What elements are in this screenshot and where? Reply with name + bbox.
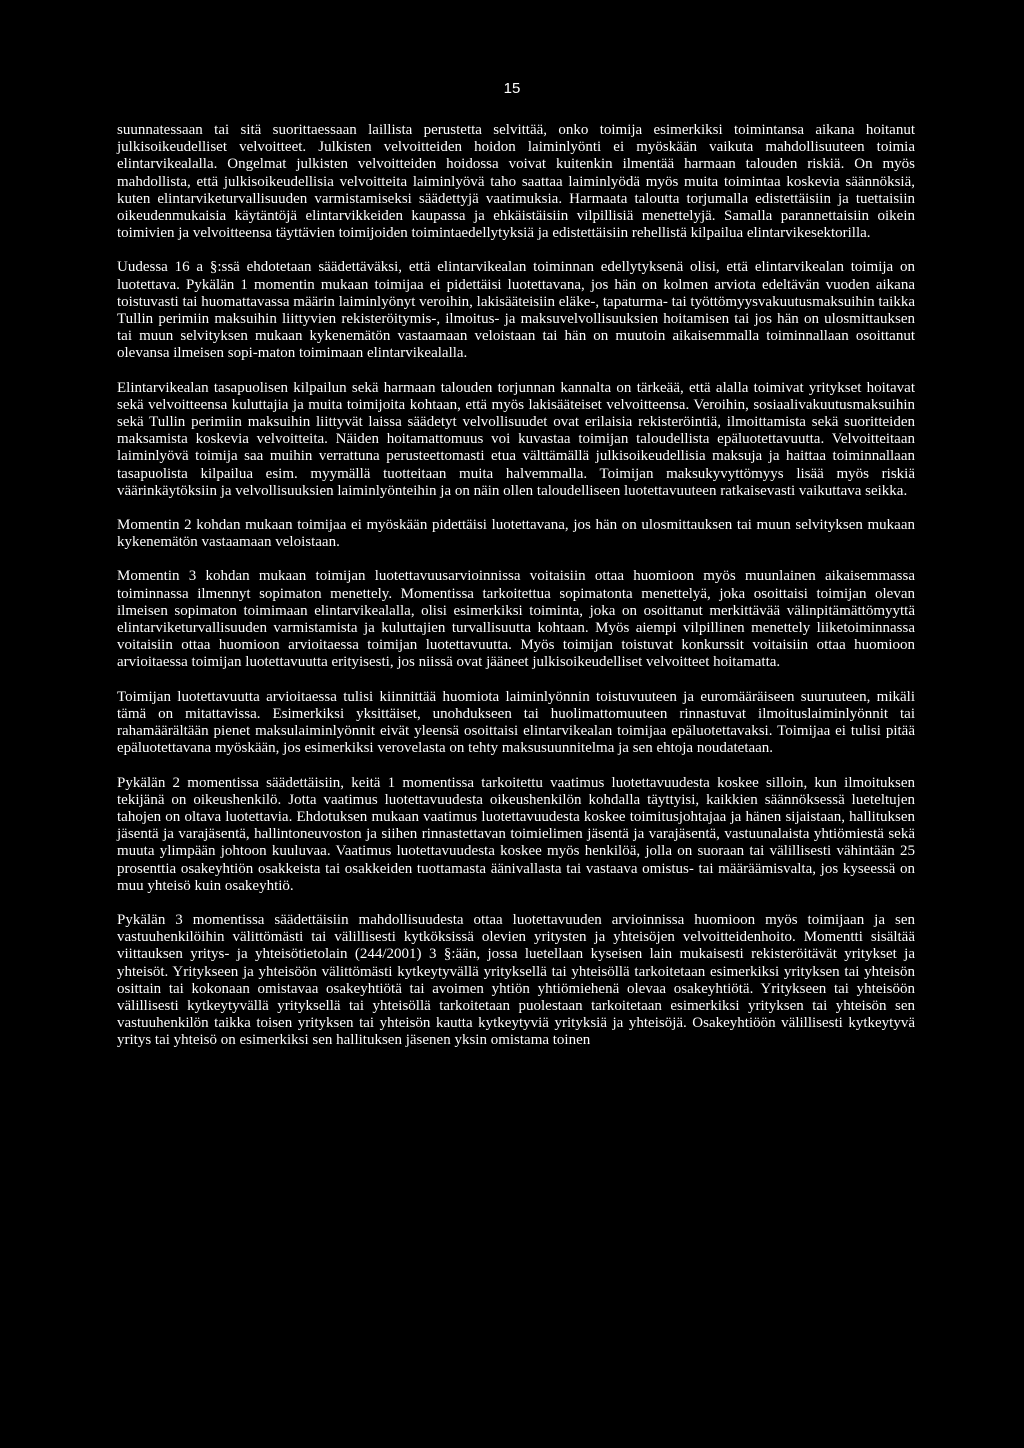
- paragraph: Momentin 2 kohdan mukaan toimijaa ei myöskään pidettäisi luotettavana, jos hän on ulosmittauksen tai muun selvityksen mukaan kykenemätön vastaamaan veloistaan.: [117, 517, 915, 551]
- paragraph: Momentin 3 kohdan mukaan toimijan luotettavuusarvioinnissa voitaisiin ottaa huomioon myös muunlainen aikaisemmassa toiminnassa ilmennyt sopimaton menettely. Momentissa tarkoitettua sopimatonta menettelyä, joka osoittaisi toimijan olevan ilmeisen sopimaton toimimaan elintarvikealalla, olisi esimerkiksi toiminta, joka on osoittanut merkittävää välinpitämättömyyttä elintarviketurvallisuuden varmistamista ja kuluttajien turvallisuutta kohtaan. Myös aiempi vilpillinen menettely liiketoiminnassa voitaisiin ottaa huomioon arvioitaessa toimijan luotettavuutta. Myös toimijan toistuvat konkurssit voitaisiin ottaa huomioon arvioitaessa toimijan luotettavuutta erityisesti, jos niissä ovat jääneet julkisoikeudelliset velvoitteet hoitamatta.: [117, 568, 915, 671]
- page-number: 15: [503, 80, 521, 97]
- paragraph: Pykälän 3 momentissa säädettäisiin mahdollisuudesta ottaa luotettavuuden arvioinnissa huomioon myös toimijaan ja sen vastuuhenkilöihin välittömästi tai välillisesti kytköksissä olevien yritysten ja yhteisöjen velvoitteidenhoito. Momentti sisältää viittauksen yritys- ja yhteisötietolain (244/2001) 3 §:ään, jossa luetellaan kyseisen lain mukaisesti rekisteröitävät yritykset ja yhteisöt. Yritykseen ja yhteisöön välittömästi kytkeytyvällä yrityksellä tai yhteisöllä tarkoitetaan esimerkiksi yrityksen tai yhteisön osittain tai kokonaan omistavaa osakeyhtiötä tai avoimen yhtiön yhtiömiehenä olevaa osakeyhtiötä. Yritykseen tai yhteisöön välillisesti kytkeytyvällä yrityksellä tai yhteisöllä tarkoitetaan puolestaan tarkoitetaan esimerkiksi yrityksen tai yhteisön sen vastuuhenkilön taikka toisen yrityksen tai yhteisön kautta kytkeytyviä yrityksiä ja yhteisöjä. Osakeyhtiöön välillisesti kytkeytyvä yritys tai yhteisö on esimerkiksi sen hallituksen jäsenen yksin omistama toinen: [117, 911, 915, 1049]
- paragraph: Uudessa 16 a §:ssä ehdotetaan säädettäväksi, että elintarvikealan toiminnan edellytyksenä olisi, että elintarvikealan toimija on luotettava. Pykälän 1 momentin mukaan toimijaa ei pidettäisi luotettavana, jos hän on kolmen arviota edeltävän vuoden aikana toistuvasti tai huomattavassa määrin laiminlyönyt veroihin, lakisääteisiin eläke-, tapaturma- tai työttömyysvakuutusmaksuihin taikka Tullin perimiin maksuihin liittyvien rekisteröitymis-, ilmoitus- ja maksuvelvollisuuksien hoitamisen tai jos hän on ulosmittauksen tai muun selvityksen mukaan kykenemätön vastaamaan veloistaan tai hän on muutoin aikaisemmalla toiminnallaan osoittanut olevansa ilmeisen sopi-maton toimimaan elintarvikealalla.: [117, 259, 915, 362]
- paragraph: suunnatessaan tai sitä suorittaessaan laillista perustetta selvittää, onko toimija esimerkiksi toimintansa aikana hoitanut julkisoikeudelliset velvoitteet. Julkisten velvoitteiden hoidon laiminlyönti ei myöskään vaikuta mahdollisuuteen toimia elintarvikealalla. Ongelmat julkisten velvoitteiden hoidossa voivat kuitenkin ilmentää harmaan talouden riskiä. On myös mahdollista, että julkisoikeudellisia velvoitteita laiminlyövä taho saattaa laiminlyödä myös muita toimintaa koskevia säännöksiä, kuten elintarviketurvallisuuden varmistamiseksi säädettyjä vaatimuksia. Harmaata taloutta torjumalla edistettäisiin ja tuettaisiin oikeudenmukaisia käytäntöjä elintarvikkeiden kaupassa ja ehkäistäisiin vilpillisiä menettelyjä. Samalla parannettaisiin oikein toimivien ja velvoitteensa täyttävien toimijoiden toimintaedellytyksiä ja edistettäisiin rehellistä kilpailua elintarvikesektorilla.: [117, 122, 915, 242]
- paragraph: Pykälän 2 momentissa säädettäisiin, keitä 1 momentissa tarkoitettu vaatimus luotettavuudesta koskee silloin, kun ilmoituksen tekijänä on oikeushenkilö. Jotta vaatimus luotettavuudesta oikeushenkilön kohdalla täyttyisi, kaikkien säännöksessä lueteltujen tahojen on oltava luotettavia. Ehdotuksen mukaan vaatimus luotettavuudesta koskee toimitusjohtajaa ja hänen sijaistaan, hallituksen jäsentä ja varajäsentä, hallintoneuvoston ja siihen rinnastettavan toimielimen jäsentä ja varajäsentä, vastuunalaista yhtiömiestä sekä muuta ylimpään johtoon kuuluvaa. Vaatimus luotettavuudesta koskee myös henkilöä, jolla on suoraan tai välillisesti vähintään 25 prosenttia osakeyhtiön osakkeista tai osakkeiden tuottamasta äänivallasta tai vastaava omistus- tai määräämisvalta, jos kyseessä on muu yhteisö kuin osakeyhtiö.: [117, 774, 915, 894]
- paragraph: Elintarvikealan tasapuolisen kilpailun sekä harmaan talouden torjunnan kannalta on tärkeää, että alalla toimivat yritykset hoitavat sekä velvoitteensa kuluttajia ja muita toimijoita kohtaan, että myös lakisääteiset velvoitteensa. Veroihin, sosiaalivakuutusmaksuihin sekä Tullin perimiin maksuihin liittyvät laissa säädetyt velvollisuudet ovat erilaisia rekisteröintiä, ilmoittamista sekä suoritteiden maksamista koskevia velvoitteita. Näiden hoitamattomuus voi kuvastaa toimijan taloudellista epäluotettavuutta. Velvoitteitaan laiminlyövä toimija saa muihin verrattuna perusteettomasti etua välttämällä julkisoikeudellisia maksuja ja haittaa toiminnallaan tasapuolista kilpailua esim. myymällä tuotteitaan muita halvemmalla. Toimijan maksukyvyttömyys lisää myös riskiä väärinkäytöksiin ja velvollisuuksien laiminlyönteihin ja on näin ollen taloudelliseen luotettavuuteen ratkaisevasti vaikuttava seikka.: [117, 379, 915, 499]
- body-text: [117, 122, 915, 1050]
- paragraph: Toimijan luotettavuutta arvioitaessa tulisi kiinnittää huomiota laiminlyönnin toistuvuuteen ja euromääräiseen suuruuteen, mikäli tämä on mitattavissa. Esimerkiksi yksittäiset, unohdukseen tai huolimattomuuteen rinnastuvat ilmoituslaiminlyönnit tai rahamäärältään pienet maksulaiminlyönnit eivät yleensä osoittaisi elintarvikealan toimijaa epäluotettavaksi. Toimijaa ei tulisi pitää epäluotettavana myöskään, jos esimerkiksi verovelasta on tehty maksusuunnitelma ja sen ehtoja noudatetaan.: [117, 688, 915, 757]
